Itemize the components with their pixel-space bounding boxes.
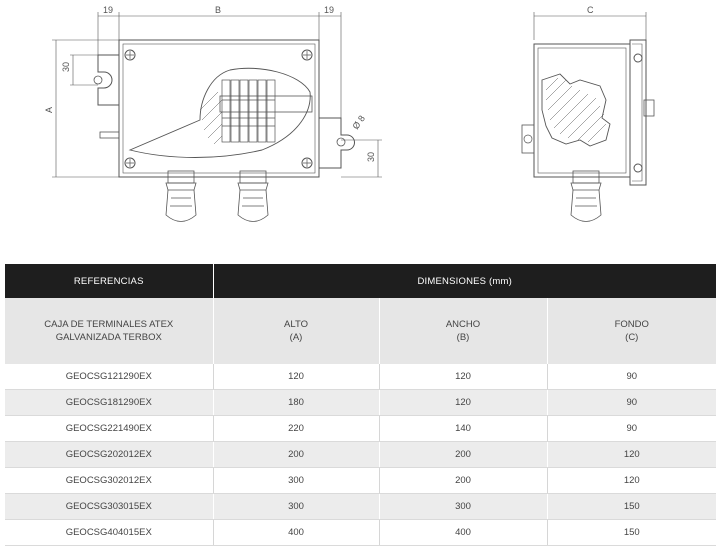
dim-b: B (215, 5, 222, 15)
subheader-product (5, 298, 213, 364)
table-row (5, 390, 716, 416)
table-row (5, 520, 716, 546)
cell-alto: 200 (213, 442, 379, 468)
cell-ref: GEOCSG181290EX (5, 390, 213, 416)
subheader-alto (213, 298, 379, 364)
table-row (5, 416, 716, 442)
header-dimensiones: DIMENSIONES (mm) (213, 264, 716, 298)
table-row (5, 468, 716, 494)
dim-19-left: 19 (103, 5, 114, 15)
cell-ancho: 200 (379, 468, 547, 494)
product-line-1: CAJA DE TERMINALES ATEX (44, 319, 174, 330)
cell-alto: 400 (213, 520, 379, 546)
subheader-fondo (547, 298, 716, 364)
cell-ancho: 120 (379, 364, 547, 390)
side-view (522, 12, 654, 222)
cell-fondo: 150 (547, 520, 716, 546)
cell-ancho: 120 (379, 390, 547, 416)
cell-fondo: 90 (547, 364, 716, 390)
dim-a: A (44, 106, 54, 113)
cell-ref: GEOCSG202012EX (5, 442, 213, 468)
cell-ref: GEOCSG121290EX (5, 364, 213, 390)
cell-alto: 180 (213, 390, 379, 416)
table-row (5, 442, 716, 468)
alto-label: ALTO (284, 319, 308, 330)
fondo-label: FONDO (614, 319, 649, 330)
dim-19-right: 19 (324, 5, 335, 15)
cell-alto: 300 (213, 494, 379, 520)
cell-alto: 220 (213, 416, 379, 442)
cell-ref: GEOCSG404015EX (5, 520, 213, 546)
dim-30-top: 30 (61, 61, 71, 72)
cell-alto: 120 (213, 364, 379, 390)
cell-ancho: 300 (379, 494, 547, 520)
cell-ancho: 200 (379, 442, 547, 468)
product-line-2: GALVANIZADA TERBOX (55, 332, 162, 343)
alto-code: (A) (289, 332, 303, 343)
table-row (5, 364, 716, 390)
ancho-code: (B) (456, 332, 470, 343)
table-header-row (5, 264, 716, 298)
dim-hole: Ø 8 (350, 113, 367, 132)
fondo-code: (C) (625, 332, 639, 343)
technical-drawing (0, 0, 722, 250)
table-subheader-row (5, 298, 716, 364)
cell-fondo: 90 (547, 416, 716, 442)
dim-30-bottom: 30 (366, 151, 376, 162)
cell-fondo: 150 (547, 494, 716, 520)
front-view (52, 12, 382, 222)
cell-fondo: 120 (547, 468, 716, 494)
cell-ref: GEOCSG221490EX (5, 416, 213, 442)
cell-ref: GEOCSG302012EX (5, 468, 213, 494)
cell-ref: GEOCSG303015EX (5, 494, 213, 520)
ancho-label: ANCHO (445, 319, 481, 330)
dimensions-table (5, 264, 716, 546)
header-referencias: REFERENCIAS (5, 264, 213, 298)
subheader-ancho (379, 298, 547, 364)
table-row (5, 494, 716, 520)
cell-fondo: 90 (547, 390, 716, 416)
cell-fondo: 120 (547, 442, 716, 468)
cell-ancho: 140 (379, 416, 547, 442)
cell-ancho: 400 (379, 520, 547, 546)
cell-alto: 300 (213, 468, 379, 494)
dim-c: C (587, 5, 594, 15)
